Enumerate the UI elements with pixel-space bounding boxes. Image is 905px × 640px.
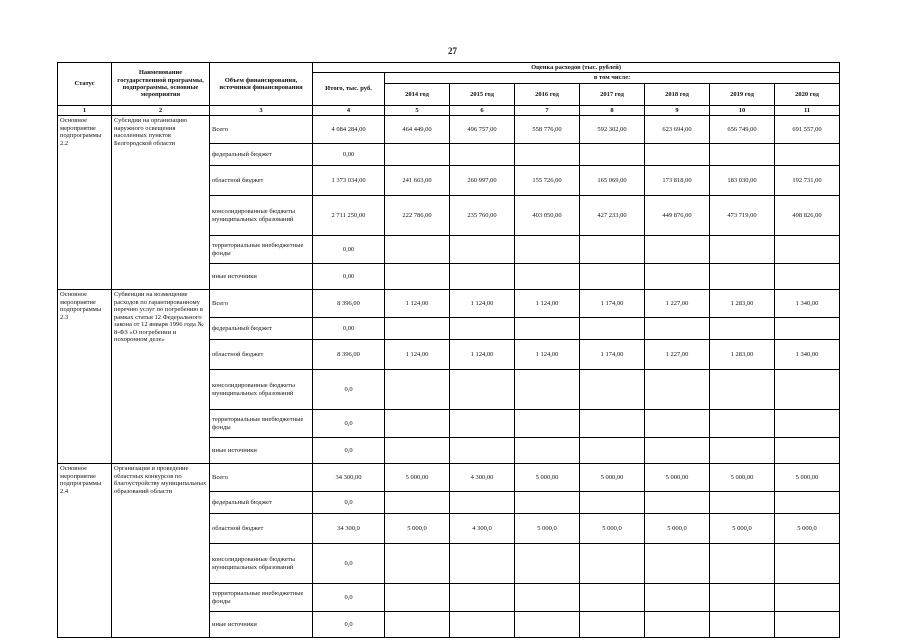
year-value-cell: 623 694,00 xyxy=(645,116,710,144)
year-value-cell xyxy=(645,318,710,340)
header-year: 2018 год xyxy=(645,83,710,105)
year-value-cell: 5 000,00 xyxy=(385,464,450,492)
total-cell: 0,00 xyxy=(313,236,385,264)
year-value-cell xyxy=(385,370,450,410)
year-value-cell: 1 124,00 xyxy=(450,340,515,370)
year-value-cell: 5 000,00 xyxy=(710,464,775,492)
year-value-cell xyxy=(710,264,775,290)
column-number: 7 xyxy=(515,105,580,115)
total-cell: 34 300,0 xyxy=(313,514,385,544)
year-value-cell xyxy=(645,144,710,166)
header-volume: Объем финансирования, источники финансирования xyxy=(210,63,313,106)
total-cell: 4 084 284,00 xyxy=(313,116,385,144)
column-number: 8 xyxy=(580,105,645,115)
year-value-cell: 260 997,00 xyxy=(450,166,515,196)
year-value-cell xyxy=(710,410,775,438)
year-value-cell xyxy=(645,544,710,584)
year-value-cell xyxy=(775,612,840,638)
year-value-cell: 5 000,0 xyxy=(710,514,775,544)
year-value-cell xyxy=(385,236,450,264)
year-value-cell xyxy=(450,264,515,290)
year-value-cell xyxy=(450,318,515,340)
total-cell: 8 396,00 xyxy=(313,340,385,370)
year-value-cell xyxy=(775,544,840,584)
year-value-cell: 498 826,00 xyxy=(775,196,840,236)
funding-source-cell: Всего xyxy=(210,290,313,318)
year-value-cell xyxy=(580,584,645,612)
year-value-cell: 165 069,00 xyxy=(580,166,645,196)
year-value-cell: 183 030,00 xyxy=(710,166,775,196)
total-cell: 0,0 xyxy=(313,544,385,584)
funding-source-cell: территориальные внебюджетные фонды xyxy=(210,584,313,612)
year-value-cell: 5 000,0 xyxy=(385,514,450,544)
year-value-cell xyxy=(775,144,840,166)
year-value-cell xyxy=(515,264,580,290)
year-value-cell xyxy=(580,410,645,438)
year-value-cell xyxy=(580,370,645,410)
header-status: Статус xyxy=(58,63,112,106)
status-cell: Основное мероприятие подпрограммы 2.3 xyxy=(58,290,112,464)
funding-source-cell: областной бюджет xyxy=(210,340,313,370)
total-cell: 0,0 xyxy=(313,492,385,514)
year-value-cell xyxy=(515,612,580,638)
program-name-cell: Организация и проведение областных конкурсов по благоустройству муниципальных образований области xyxy=(112,464,210,638)
year-value-cell xyxy=(385,318,450,340)
year-value-cell xyxy=(710,612,775,638)
year-value-cell: 1 174,00 xyxy=(580,290,645,318)
header-including: в том числе: xyxy=(385,73,840,83)
funding-source-cell: консолидированные бюджеты муниципальных образований xyxy=(210,370,313,410)
year-value-cell: 5 000,0 xyxy=(645,514,710,544)
year-value-cell xyxy=(515,236,580,264)
year-value-cell: 473 719,00 xyxy=(710,196,775,236)
total-cell: 0,00 xyxy=(313,264,385,290)
year-value-cell: 1 283,00 xyxy=(710,290,775,318)
year-value-cell xyxy=(775,438,840,464)
year-value-cell xyxy=(450,584,515,612)
header-year: 2016 год xyxy=(515,83,580,105)
year-value-cell xyxy=(580,264,645,290)
year-value-cell xyxy=(710,544,775,584)
year-value-cell xyxy=(385,438,450,464)
year-value-cell xyxy=(775,264,840,290)
year-value-cell xyxy=(645,410,710,438)
column-number: 4 xyxy=(313,105,385,115)
funding-source-cell: федеральный бюджет xyxy=(210,144,313,166)
year-value-cell: 1 124,00 xyxy=(515,290,580,318)
year-value-cell: 1 124,00 xyxy=(385,290,450,318)
year-value-cell xyxy=(710,236,775,264)
total-cell: 0,0 xyxy=(313,410,385,438)
year-value-cell: 192 731,00 xyxy=(775,166,840,196)
year-value-cell: 403 050,00 xyxy=(515,196,580,236)
year-value-cell: 1 227,00 xyxy=(645,290,710,318)
year-value-cell xyxy=(710,438,775,464)
total-cell: 8 396,00 xyxy=(313,290,385,318)
year-value-cell xyxy=(710,370,775,410)
year-value-cell: 5 000,0 xyxy=(775,514,840,544)
program-name-cell: Субсидии на организацию наружного освещения населенных пунктов Белгородской области xyxy=(112,116,210,290)
year-value-cell xyxy=(450,612,515,638)
funding-source-cell: федеральный бюджет xyxy=(210,318,313,340)
funding-source-cell: иные источники xyxy=(210,612,313,638)
total-cell: 0,0 xyxy=(313,612,385,638)
year-value-cell: 592 302,00 xyxy=(580,116,645,144)
year-value-cell: 5 000,00 xyxy=(580,464,645,492)
year-value-cell xyxy=(515,370,580,410)
year-value-cell: 5 000,00 xyxy=(645,464,710,492)
year-value-cell xyxy=(515,410,580,438)
year-value-cell xyxy=(645,584,710,612)
header-year: 2015 год xyxy=(450,83,515,105)
year-value-cell xyxy=(775,236,840,264)
year-value-cell: 5 000,0 xyxy=(515,514,580,544)
year-value-cell: 558 776,00 xyxy=(515,116,580,144)
year-value-cell: 5 000,00 xyxy=(515,464,580,492)
program-name-cell: Субвенции на возмещение расходов по гарантированному перечню услуг по погребению в рамках статьи 12 Федерального закона от 12 января 1996 года № 8-ФЗ «О погребении и похоронном деле» xyxy=(112,290,210,464)
header-year: 2017 год xyxy=(580,83,645,105)
year-value-cell: 1 283,00 xyxy=(710,340,775,370)
header-name: Наименование государственной программы, подпрограммы, основные мероприятия xyxy=(112,63,210,106)
total-cell: 0,0 xyxy=(313,370,385,410)
year-value-cell xyxy=(580,144,645,166)
year-value-cell: 1 124,00 xyxy=(385,340,450,370)
year-value-cell xyxy=(450,492,515,514)
year-value-cell xyxy=(385,264,450,290)
table-header xyxy=(58,63,840,116)
year-value-cell: 235 760,00 xyxy=(450,196,515,236)
year-value-cell xyxy=(775,410,840,438)
table-body xyxy=(58,116,840,638)
year-value-cell xyxy=(580,438,645,464)
header-year: 2020 год xyxy=(775,83,840,105)
year-value-cell xyxy=(515,144,580,166)
year-value-cell xyxy=(385,144,450,166)
year-value-cell: 427 233,00 xyxy=(580,196,645,236)
year-value-cell xyxy=(515,544,580,584)
year-value-cell: 5 000,0 xyxy=(580,514,645,544)
year-value-cell xyxy=(385,612,450,638)
year-value-cell xyxy=(710,144,775,166)
year-value-cell: 1 340,00 xyxy=(775,340,840,370)
table-row xyxy=(58,464,840,492)
year-value-cell: 1 124,00 xyxy=(450,290,515,318)
year-value-cell xyxy=(515,438,580,464)
column-number: 1 xyxy=(58,105,112,115)
funding-source-cell: консолидированные бюджеты муниципальных образований xyxy=(210,544,313,584)
year-value-cell xyxy=(710,492,775,514)
total-cell: 1 373 034,00 xyxy=(313,166,385,196)
year-value-cell: 1 174,00 xyxy=(580,340,645,370)
total-cell: 0,00 xyxy=(313,144,385,166)
year-value-cell xyxy=(645,612,710,638)
year-value-cell xyxy=(450,438,515,464)
year-value-cell: 656 749,00 xyxy=(710,116,775,144)
year-value-cell xyxy=(645,370,710,410)
year-value-cell xyxy=(580,318,645,340)
funding-source-cell: иные источники xyxy=(210,438,313,464)
year-value-cell xyxy=(515,492,580,514)
funding-source-cell: федеральный бюджет xyxy=(210,492,313,514)
header-year: 2014 год xyxy=(385,83,450,105)
table-row xyxy=(58,290,840,318)
year-value-cell xyxy=(385,492,450,514)
funding-source-cell: Всего xyxy=(210,464,313,492)
year-value-cell: 691 557,00 xyxy=(775,116,840,144)
year-value-cell xyxy=(775,584,840,612)
column-number: 3 xyxy=(210,105,313,115)
header-year: 2019 год xyxy=(710,83,775,105)
column-number: 6 xyxy=(450,105,515,115)
year-value-cell: 1 124,00 xyxy=(515,340,580,370)
year-value-cell xyxy=(385,544,450,584)
funding-source-cell: территориальные внебюджетные фонды xyxy=(210,410,313,438)
expenditure-table xyxy=(57,62,840,638)
funding-source-cell: Всего xyxy=(210,116,313,144)
year-value-cell xyxy=(515,318,580,340)
year-value-cell xyxy=(645,236,710,264)
year-value-cell: 496 757,00 xyxy=(450,116,515,144)
total-cell: 34 300,00 xyxy=(313,464,385,492)
year-value-cell xyxy=(580,544,645,584)
year-value-cell xyxy=(775,318,840,340)
column-number: 2 xyxy=(112,105,210,115)
year-value-cell: 1 340,00 xyxy=(775,290,840,318)
year-value-cell: 241 663,00 xyxy=(385,166,450,196)
year-value-cell xyxy=(450,236,515,264)
total-cell: 0,00 xyxy=(313,318,385,340)
header-total: Итого, тыс. руб. xyxy=(313,73,385,105)
year-value-cell xyxy=(775,492,840,514)
page-number: 27 xyxy=(448,46,457,56)
funding-source-cell: иные источники xyxy=(210,264,313,290)
year-value-cell: 5 000,00 xyxy=(775,464,840,492)
year-value-cell xyxy=(450,370,515,410)
year-value-cell xyxy=(385,584,450,612)
year-value-cell xyxy=(580,612,645,638)
funding-source-cell: областной бюджет xyxy=(210,514,313,544)
year-value-cell: 155 726,00 xyxy=(515,166,580,196)
column-number: 5 xyxy=(385,105,450,115)
year-value-cell: 4 300,0 xyxy=(450,514,515,544)
year-value-cell xyxy=(645,438,710,464)
total-cell: 2 711 250,00 xyxy=(313,196,385,236)
year-value-cell xyxy=(580,492,645,514)
year-value-cell xyxy=(775,370,840,410)
column-number: 9 xyxy=(645,105,710,115)
column-number: 10 xyxy=(710,105,775,115)
year-value-cell xyxy=(580,236,645,264)
year-value-cell: 173 818,00 xyxy=(645,166,710,196)
year-value-cell xyxy=(450,144,515,166)
total-cell: 0,0 xyxy=(313,584,385,612)
year-value-cell xyxy=(450,544,515,584)
status-cell: Основное мероприятие подпрограммы 2.4 xyxy=(58,464,112,638)
year-value-cell xyxy=(645,492,710,514)
year-value-cell: 222 786,00 xyxy=(385,196,450,236)
status-cell: Основное мероприятие подпрограммы 2.2 xyxy=(58,116,112,290)
column-number: 11 xyxy=(775,105,840,115)
year-value-cell: 464 449,00 xyxy=(385,116,450,144)
year-value-cell: 1 227,00 xyxy=(645,340,710,370)
year-value-cell xyxy=(710,318,775,340)
year-value-cell xyxy=(710,584,775,612)
funding-source-cell: консолидированные бюджеты муниципальных образований xyxy=(210,196,313,236)
year-value-cell: 4 300,00 xyxy=(450,464,515,492)
year-value-cell xyxy=(450,410,515,438)
funding-source-cell: территориальные внебюджетные фонды xyxy=(210,236,313,264)
year-value-cell xyxy=(515,584,580,612)
year-value-cell xyxy=(385,410,450,438)
funding-source-cell: областной бюджет xyxy=(210,166,313,196)
total-cell: 0,0 xyxy=(313,438,385,464)
year-value-cell xyxy=(645,264,710,290)
table-row xyxy=(58,116,840,144)
year-value-cell: 449 876,00 xyxy=(645,196,710,236)
header-estimate: Оценка расходов (тыс. рублей) xyxy=(313,63,840,73)
